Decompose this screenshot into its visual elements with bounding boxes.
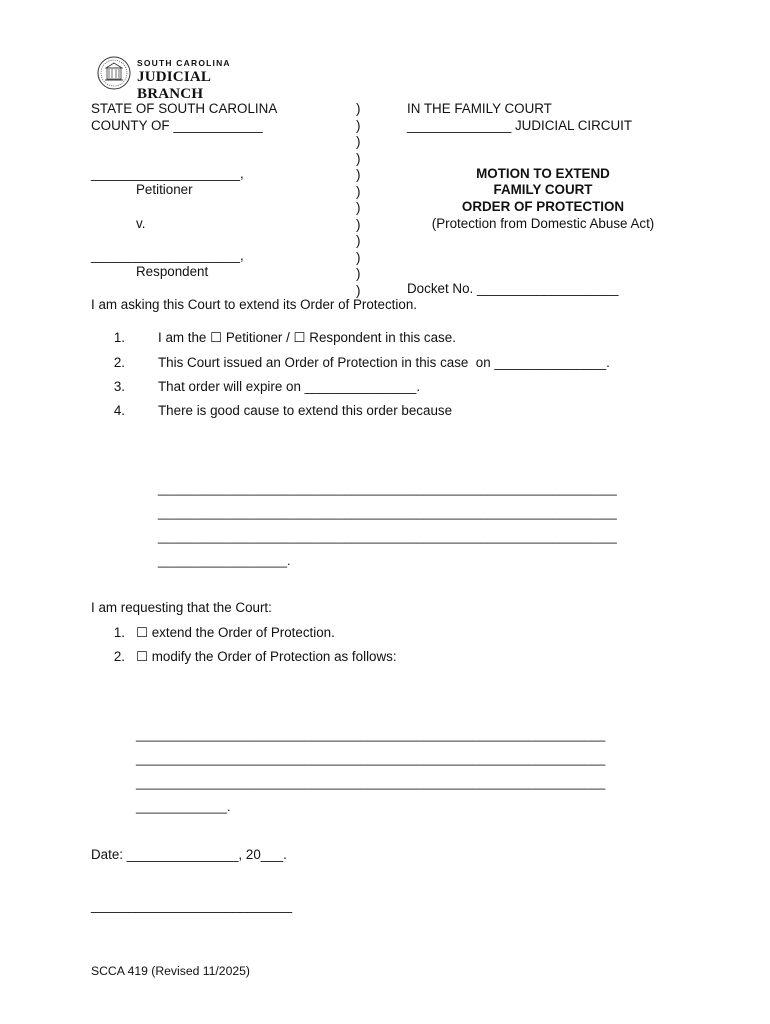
reason-number: 2. xyxy=(113,355,125,370)
petitioner-label: Petitioner xyxy=(136,182,193,197)
caption-paren: ) xyxy=(356,200,361,215)
caption-paren: ) xyxy=(356,167,361,182)
request-intro: I am requesting that the Court: xyxy=(91,600,272,615)
document-subtitle: (Protection from Domestic Abuse Act) xyxy=(431,216,655,231)
caption-paren: ) xyxy=(356,282,361,298)
court-heading: IN THE FAMILY COURT xyxy=(407,101,552,116)
date-field: Date: _______________, 20___. xyxy=(91,847,287,862)
reason-item: There is good cause to extend this order because xyxy=(158,403,453,418)
petitioner-name-line: ____________________, xyxy=(91,166,244,181)
respondent-label: Respondent xyxy=(136,264,209,279)
cause-blank-line: ________________________________________________________________ xyxy=(158,481,617,496)
signature-line: ___________________________ xyxy=(91,898,293,913)
caption-paren: ) xyxy=(356,216,361,232)
caption-paren: ) xyxy=(356,249,361,265)
caption-paren: ) xyxy=(356,233,361,248)
reason-item: I am the ☐ Petitioner / ☐ Respondent in this case. xyxy=(158,330,456,345)
circuit-field: ______________ JUDICIAL CIRCUIT xyxy=(407,118,633,133)
motion-intro: I am asking this Court to extend its Order of Protection. xyxy=(91,297,417,312)
request-number: 1. xyxy=(113,625,125,640)
caption-paren: ) xyxy=(356,183,361,199)
modify-blank-line: ___________________________________________________________________ xyxy=(136,776,606,790)
reason-number: 3. xyxy=(113,379,125,394)
state-heading: STATE OF SOUTH CAROLINA xyxy=(91,101,278,116)
document-title-line1: MOTION TO EXTEND xyxy=(476,166,610,181)
caption-paren: ) xyxy=(356,134,361,149)
county-field: COUNTY OF ____________ xyxy=(91,118,263,133)
cause-blank-line: ________________________________________________________________ xyxy=(158,505,617,520)
request-item: ☐ extend the Order of Protection. xyxy=(136,625,335,640)
cause-blank-line: __________________. xyxy=(158,553,291,568)
state-seal-icon xyxy=(97,56,131,90)
cause-blank-line: ________________________________________________________________ xyxy=(158,529,617,544)
modify-blank-line: _____________. xyxy=(136,800,231,814)
request-number: 2. xyxy=(113,649,125,664)
modify-blank-line: ___________________________________________________________________ xyxy=(136,752,606,766)
reason-item: That order will expire on _______________. xyxy=(158,379,421,394)
reason-item: This Court issued an Order of Protection in this case on _______________. xyxy=(158,355,610,370)
document-title-line2: FAMILY COURT xyxy=(493,182,593,197)
document-title-line3: ORDER OF PROTECTION xyxy=(461,199,625,214)
form-footer: SCCA 419 (Revised 11/2025) xyxy=(91,964,250,978)
caption-paren: ) xyxy=(356,266,361,281)
caption-paren: ) xyxy=(356,150,361,166)
caption-paren: ) xyxy=(356,117,361,133)
logo-state-text: SOUTH CAROLINA xyxy=(137,58,231,68)
request-item: ☐ modify the Order of Protection as follows: xyxy=(136,649,397,664)
caption-paren: ) xyxy=(356,101,361,116)
judicial-branch-logo xyxy=(97,56,277,102)
docket-number-field: Docket No. ___________________ xyxy=(407,281,619,296)
logo-branch-text: JUDICIAL BRANCH xyxy=(137,69,211,102)
reason-number: 1. xyxy=(113,330,125,345)
reason-number: 4. xyxy=(113,403,125,418)
respondent-name-line: ____________________, xyxy=(91,248,244,263)
versus-label: v. xyxy=(136,216,146,231)
modify-blank-line: ___________________________________________________________________ xyxy=(136,728,606,742)
